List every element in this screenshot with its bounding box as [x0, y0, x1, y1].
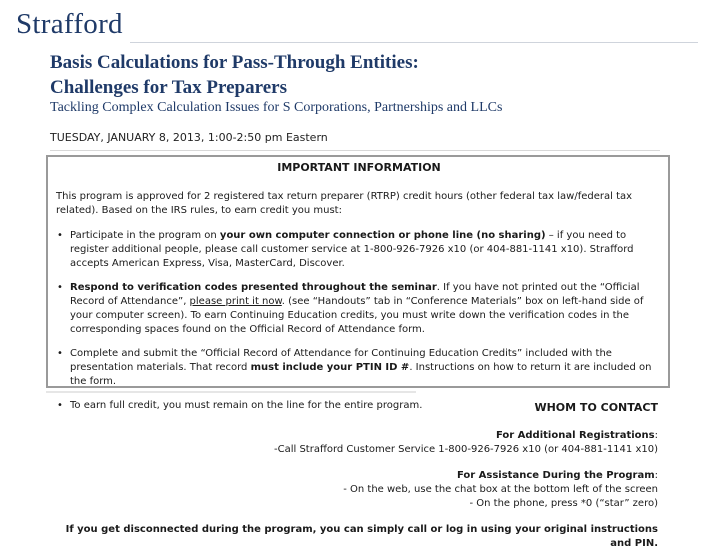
- list-item: [56, 281, 662, 337]
- bullet-text: – if you need to register additional people, please call customer service at 1-800-926-7926 x10 (or 404-881-1141 x10). Strafford accepts American Express, Visa, MasterCard, Discover.: [70, 230, 634, 269]
- bullet-text: . If you have not printed out the “Official Record of Attendance”,: [70, 282, 640, 307]
- bullet-text: Complete and submit the “Official Record of Attendance for Continuing Education Credits” included with the presentation materials. That record: [70, 348, 612, 373]
- bullet-text: . (see “Handouts” tab in “Conference Materials” box on left-hand side of your computer screen). To earn Continuing Education credits, you must write down the verification codes in the corresponding spaces found on the Official Record of Attendance form.: [70, 296, 644, 335]
- assistance-phone: - On the phone, press *0 (“star” zero): [469, 498, 658, 509]
- contact-title: WHOM TO CONTACT: [534, 401, 658, 414]
- disconnect-note: If you get disconnected during the program, you can simply call or log in using your original instructions and PIN.: [65, 524, 658, 549]
- box-reflection: [46, 391, 416, 393]
- registrations-line: -Call Strafford Customer Service 1-800-926-7926 x10 (or 404-881-1141 x10): [273, 444, 658, 455]
- bullet-bold: must include your PTIN ID #: [250, 362, 410, 373]
- bullet-text: To earn full credit, you must remain on the line for the entire program.: [70, 400, 423, 411]
- bullet-icon: •: [57, 348, 63, 359]
- title-line-2: Challenges for Tax Preparers: [50, 77, 287, 98]
- page-subtitle: Tackling Complex Calculation Issues for S Corporations, Partnerships and LLCs: [50, 100, 503, 115]
- event-date: TUESDAY, JANUARY 8, 2013, 1:00-2:50 pm Eastern: [50, 131, 328, 144]
- bullet-bold: your own computer connection or phone line (no sharing): [219, 230, 546, 241]
- title-line-1: Basis Calculations for Pass-Through Entities:: [50, 52, 419, 73]
- print-now-link: please print it now: [189, 296, 282, 307]
- important-intro: This program is approved for 2 registered tax return preparer (RTRP) credit hours (other federal tax law/federal tax related). Based on the IRS rules, to earn credit you must:: [56, 191, 633, 216]
- assistance-label: For Assistance During the Program: [456, 470, 655, 481]
- contact-section: WHOM TO CONTACT For Additional Registrations: -Call Strafford Customer Service 1-800-926-7926 x10 (or 404-881-1141 x10) For Assistance During the Program: - On the web, use the chat box at the bottom left of the screen - On the phone, press *0 (“star” zero) If you get disconnected during the program, you can simply call or log in using your original instructions and PIN.: [58, 401, 658, 551]
- bullet-text: Participate in the program on: [70, 230, 220, 241]
- list-item: [56, 229, 662, 271]
- bullet-icon: •: [57, 282, 63, 293]
- date-divider: [50, 150, 660, 151]
- bullet-icon: •: [57, 230, 63, 241]
- list-item: [56, 347, 662, 389]
- header-divider: [130, 42, 698, 43]
- bullet-bold: Respond to verification codes presented throughout the seminar: [70, 282, 437, 293]
- assistance-web: - On the web, use the chat box at the bottom left of the screen: [343, 484, 658, 495]
- bullet-icon: •: [57, 400, 63, 411]
- bullet-text: . Instructions on how to return it are included on the form.: [70, 362, 652, 387]
- strafford-logo: Strafford: [16, 8, 123, 40]
- requirements-list: [56, 229, 662, 413]
- important-title: IMPORTANT INFORMATION: [277, 161, 441, 174]
- registrations-label: For Additional Registrations: [495, 430, 655, 441]
- page-title: [50, 50, 670, 100]
